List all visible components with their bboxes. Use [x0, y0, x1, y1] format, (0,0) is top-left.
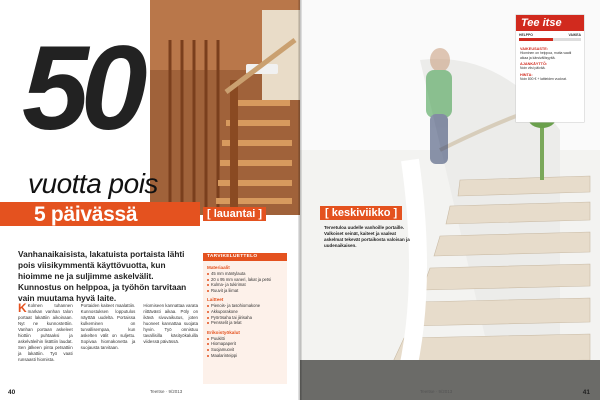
tee-itse-section-price [520, 73, 580, 82]
tee-itse-section-time [520, 62, 580, 71]
drop-cap: K [18, 301, 27, 315]
materials-section-title: Materiaalit [207, 265, 230, 270]
body-columns [18, 303, 198, 383]
list-item: Ruuvit ja liimat [207, 288, 283, 294]
headline-line1: vuotta pois [28, 168, 158, 199]
section-value: Noin viisi päivää. [520, 66, 546, 70]
list-item: 20 x 95 mm vaneri, lakat ja petsi [207, 277, 283, 283]
list-item: Pensselit ja telat [207, 320, 283, 326]
list-item: Akkuporakone [207, 309, 283, 315]
body-column-1 [18, 303, 73, 383]
folio-right: TeeItse · 9/2013 [420, 389, 453, 394]
materials-list [207, 271, 283, 293]
scale-label-hard: VAIKEA [568, 33, 581, 37]
tee-itse-title: Tee itse [516, 15, 584, 31]
section-value: Hiominen on helppoa, mutta vaatii aikaa ja kärsivällisyyttä. [520, 51, 572, 60]
list-item: Pienois- ja tasohiomakone [207, 303, 283, 309]
special-tools-list [207, 336, 283, 358]
scale-label-easy: HELPPO [519, 33, 533, 37]
tee-itse-section-difficulty [520, 47, 580, 60]
body-column-2: Portaiden kaiteet maalattiin. Kunnostuksen lopputulos näyttää uudelta. Portaissa kulkeminen on turvallisempaa, kun askelten välit on suljettu. Sopivaa hiomakonetta ja suojausta tarvitaan. [80, 303, 136, 350]
list-item: Puukitti [207, 336, 283, 342]
stair-wood-photo [150, 0, 300, 215]
tools-section-title: Laitteet [207, 297, 224, 303]
section-key: HINTA: [520, 72, 533, 77]
photo-caption: Tervetuloa uudelle vanhoille portaille. Valkoiset seinät, kaiteet ja vaaleat askelmat tekevät portaikosta valoisan ja uudenaikaisen. [324, 225, 410, 248]
tee-itse-box [516, 15, 584, 122]
body-text-1: Kolmen tuhannen markan vanhan talon portaat lakattiin aikoinaan. Nyt ne kunnostettiin. Vanhan portaan askeleet hiottiin puhtaaksi ja askelväleihin lisättiin laudat. Sen jälkeen pinta petsattiin ja lakattiin. Työ vaati runsaasti hiomista. [18, 303, 73, 362]
materials-box [203, 253, 287, 384]
special-tools-section-title: Erikoistyökalut [207, 329, 240, 335]
list-item: Kulma- ja tukirimat [207, 282, 283, 288]
section-key: AJANKÄYTTÖ: [520, 62, 548, 66]
body-column-3: Hiomiseen kannattaa varata riittävästi aikaa. Pöly on ikävä sivuvaikutus, joten huoneet kannattaa suojata hyvin. Työ onnistuu tavallisilla käsityökaluilla viidessä päivässä. [143, 303, 199, 344]
list-item: Hiomapaperit [207, 341, 283, 347]
difficulty-fill [519, 38, 553, 41]
difficulty-scale [519, 33, 581, 45]
spine-gutter [298, 0, 302, 400]
section-value: Noin 800 € + laitteiden vuokrat. [520, 76, 567, 81]
page-number-left: 40 [8, 389, 16, 396]
list-item: Maalarinteippi [207, 353, 283, 359]
headline-line2: 5 päivässä [34, 203, 138, 226]
headline-number: 50 [22, 21, 140, 155]
list-item: Suojamuovit [207, 347, 283, 353]
lead-paragraph: Vanhanaikaisista, lakatuista portaista lähti pois viisikymmentä käyttövuotta, kun hioimme ne ja suljimme askelvälit. Kunnostus on helppoa, ja työhön tarvitaan vain muutama hyvä laite. [18, 249, 187, 303]
folio-left: TeeItse · 9/2013 [150, 389, 183, 394]
list-item: Pyörösaha tai jiirisaha [207, 315, 283, 321]
day-tag-saturday: [ lauantai ] [203, 207, 266, 221]
materials-box-title: TARVIKELUETTELO [207, 254, 258, 259]
page-number-right: 41 [582, 389, 590, 396]
day-tag-wednesday: [ keskiviikko ] [320, 206, 402, 220]
section-key: VAIKEUSASTE: [520, 47, 548, 51]
tools-list [207, 303, 283, 325]
list-item: 45 mm mäntylauta [207, 271, 283, 277]
